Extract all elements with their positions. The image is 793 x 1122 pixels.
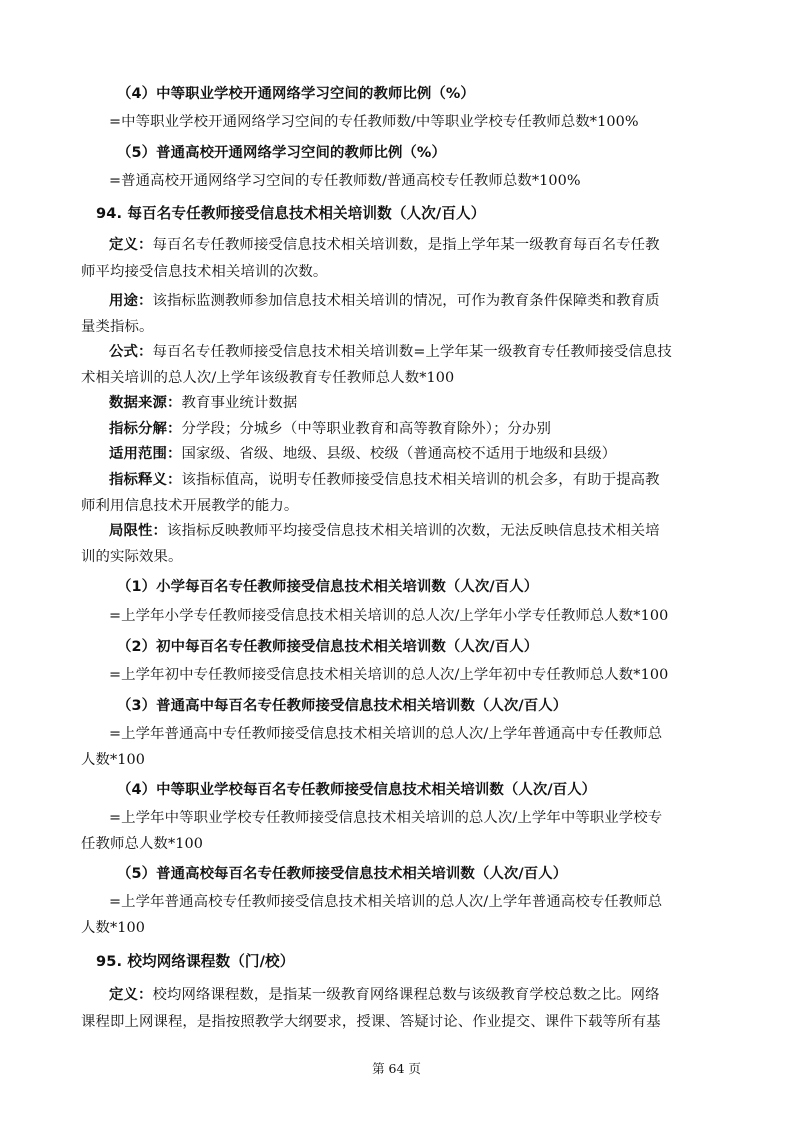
- sub-1-formula: =上学年小学专任教师接受信息技术相关培训的总人次/上学年小学专任教师总人数*100: [109, 608, 669, 624]
- formula-label: 公式：: [109, 344, 153, 360]
- scope-label: 适用范围：: [109, 446, 182, 462]
- limitation-text-1: 该指标反映教师平均接受信息技术相关培训的次数，无法反映信息技术相关培: [166, 523, 660, 539]
- item-5-title: （5）普通高校开通网络学习空间的教师比例（%）: [117, 145, 446, 161]
- limitation-line-2: 训的实际效果。: [81, 549, 183, 565]
- breakdown-line: [109, 419, 551, 439]
- data-source-value: 教育事业统计数据: [181, 395, 298, 411]
- indicator-94-title: 94. 每百名专任教师接受信息技术相关培训数（人次/百人）: [96, 205, 486, 222]
- sub-3-formula-2: 人数*100: [81, 752, 146, 768]
- page-number: 第 64 页: [372, 1061, 421, 1076]
- sub-5-title: （5）普通高校每百名专任教师接受信息技术相关培训数（人次/百人）: [117, 866, 568, 882]
- usage-line-1: [109, 291, 660, 311]
- indicator-95-definition-line-2: 课程即上网课程，是指按照教学大纲要求，授课、答疑讨论、作业提交、课件下载等所有基: [81, 1014, 661, 1030]
- breakdown-label: 指标分解：: [109, 421, 182, 437]
- data-source-line: [109, 393, 297, 413]
- indicator-95-title: 95. 校均网络课程数（门/校）: [96, 953, 295, 970]
- item-4-title: （4）中等职业学校开通网络学习空间的教师比例（%）: [117, 86, 475, 102]
- formula-line-2: 术相关培训的总人次/上学年该级教育专任教师总人数*100: [81, 370, 455, 386]
- item-5-formula: =普通高校开通网络学习空间的专任教师数/普通高校专任教师总数*100%: [109, 173, 581, 189]
- usage-label: 用途：: [109, 293, 153, 309]
- usage-line-2: 量类指标。: [81, 319, 154, 335]
- definition-line-1: [109, 235, 660, 255]
- indicator-95-definition-text-1: 校均网络课程数，是指某一级教育网络课程总数与该级教育学校总数之比。网络: [152, 987, 660, 1003]
- sub-5-formula-1: =上学年普通高校专任教师接受信息技术相关培训的总人次/上学年普通高校专任教师总: [109, 894, 663, 910]
- sub-2-formula: =上学年初中专任教师接受信息技术相关培训的总人次/上学年初中专任教师总人数*100: [109, 667, 669, 683]
- scope-line: [109, 444, 616, 464]
- data-source-label: 数据来源：: [109, 395, 182, 411]
- sub-5-formula-2: 人数*100: [81, 920, 146, 936]
- sub-3-title: （3）普通高中每百名专任教师接受信息技术相关培训数（人次/百人）: [117, 698, 568, 714]
- interpretation-text-1: 该指标值高，说明专任教师接受信息技术相关培训的机会多，有助于提高教: [181, 472, 660, 488]
- indicator-95-definition-label: 定义：: [109, 987, 153, 1003]
- sub-1-title: （1）小学每百名专任教师接受信息技术相关培训数（人次/百人）: [117, 579, 539, 595]
- sub-2-title: （2）初中每百名专任教师接受信息技术相关培训数（人次/百人）: [117, 639, 539, 655]
- formula-text-1: 每百名专任教师接受信息技术相关培训数=上学年某一级教育专任教师接受信息技: [152, 344, 672, 360]
- interpretation-line-2: 师利用信息技术开展教学的能力。: [81, 498, 299, 514]
- scope-value: 国家级、省级、地级、县级、校级（普通高校不适用于地级和县级）: [181, 446, 617, 462]
- definition-label: 定义：: [109, 237, 153, 253]
- usage-text-1: 该指标监测教师参加信息技术相关培训的情况，可作为教育条件保障类和教育质: [152, 293, 660, 309]
- sub-4-formula-1: =上学年中等职业学校专任教师接受信息技术相关培训的总人次/上学年中等职业学校专: [109, 810, 663, 826]
- item-4-formula: =中等职业学校开通网络学习空间的专任教师数/中等职业学校专任教师总数*100%: [109, 114, 639, 130]
- formula-line-1: [109, 342, 672, 362]
- definition-line-2: 师平均接受信息技术相关培训的次数。: [81, 264, 328, 280]
- sub-4-title: （4）中等职业学校每百名专任教师接受信息技术相关培训数（人次/百人）: [117, 782, 597, 798]
- breakdown-value: 分学段；分城乡（中等职业教育和高等教育除外）；分办别: [181, 421, 552, 437]
- sub-4-formula-2: 任教师总人数*100: [81, 836, 204, 852]
- interpretation-label: 指标释义：: [109, 472, 182, 488]
- indicator-95-definition-line-1: [109, 985, 660, 1005]
- limitation-line-1: [109, 521, 660, 541]
- interpretation-line-1: [109, 470, 660, 490]
- sub-3-formula-1: =上学年普通高中专任教师接受信息技术相关培训的总人次/上学年普通高中专任教师总: [109, 726, 663, 742]
- definition-text-1: 每百名专任教师接受信息技术相关培训数，是指上学年某一级教育每百名专任教: [152, 237, 660, 253]
- limitation-label: 局限性：: [109, 523, 167, 539]
